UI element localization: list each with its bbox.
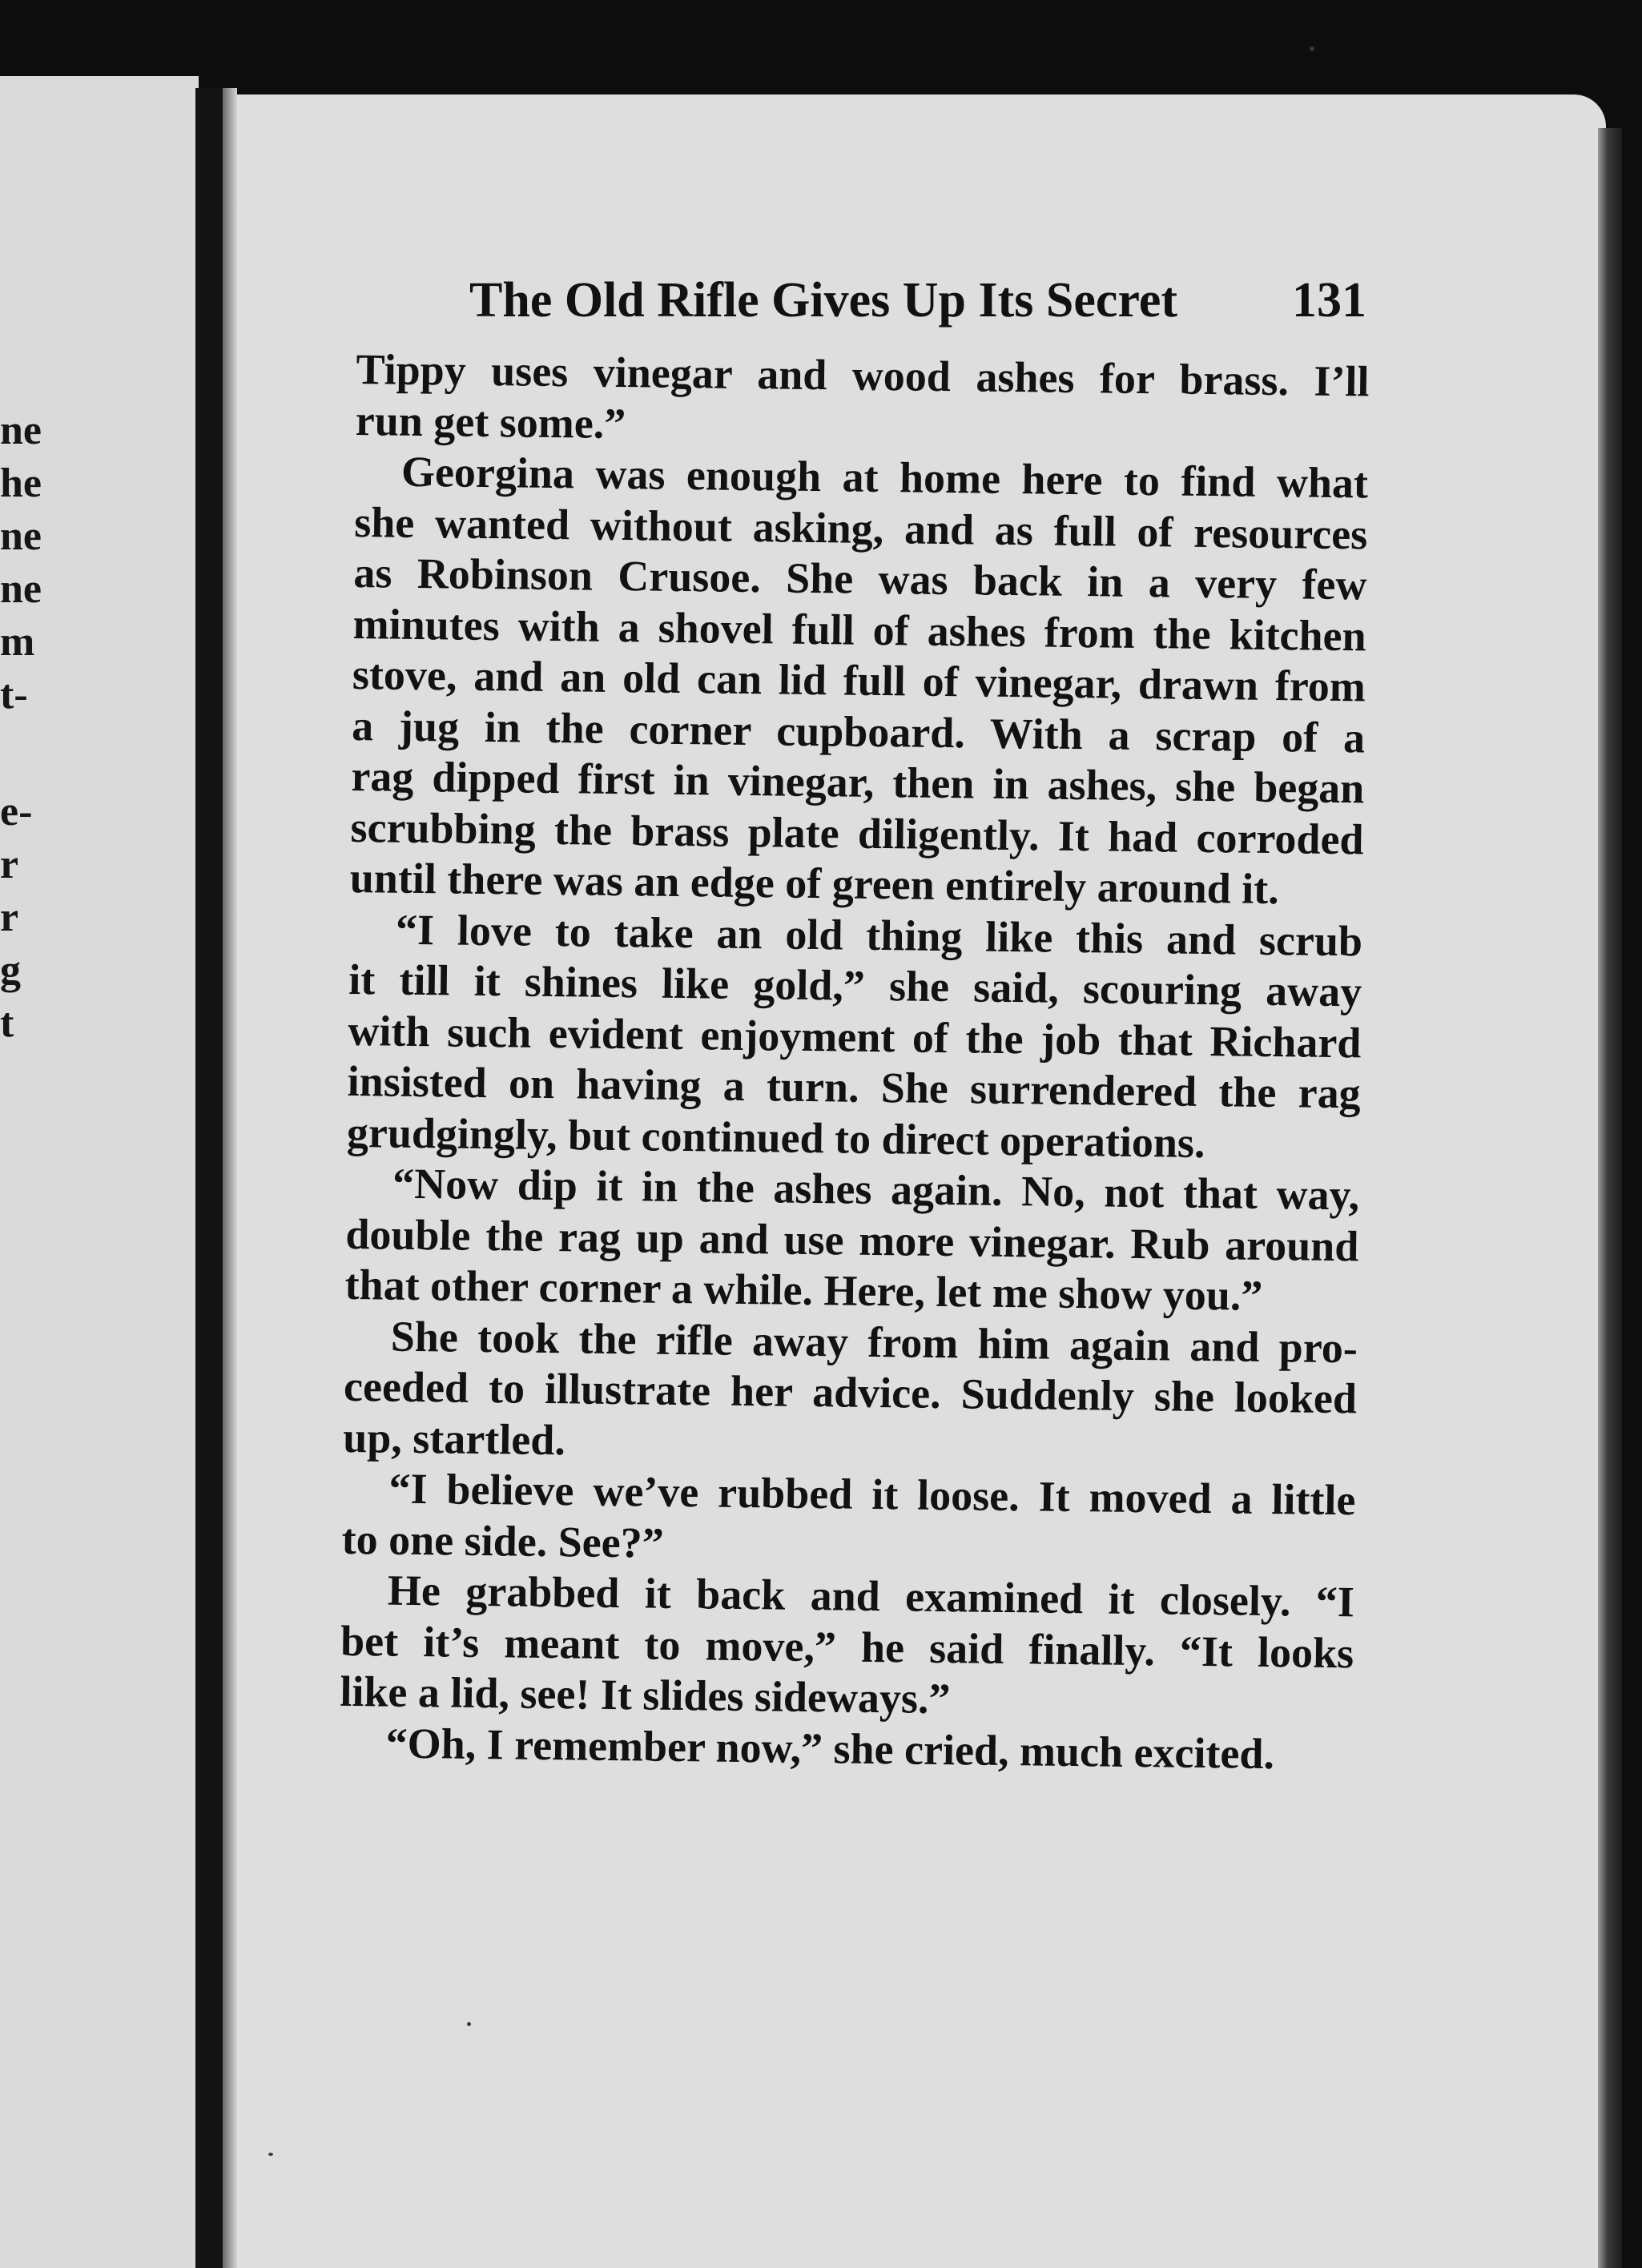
- text-line: Georgina was enough at home here to find what: [400, 447, 1369, 508]
- left-fragment: m: [0, 619, 35, 665]
- text-line: stove, and an old can lid full of vinegar, drawn from: [352, 649, 1366, 711]
- text-line: grudgingly, but continued to direct operations.: [346, 1108, 1205, 1167]
- body-text: [339, 344, 1370, 1780]
- text-line: ceeded to illustrate her advice. Suddenly she looked: [343, 1361, 1358, 1423]
- text-line: “I love to take an old thing like this and scrub: [395, 905, 1363, 965]
- text-line: until there was an edge of green entirely around it.: [349, 853, 1280, 914]
- text-line: scrubbing the brass plate diligently. It had corroded: [350, 802, 1364, 863]
- left-fragment: ne: [0, 513, 42, 559]
- text-line: run get some.”: [355, 396, 626, 448]
- text-line: He grabbed it back and examined it closely. “I: [387, 1566, 1355, 1627]
- page-edge-shadow: [1598, 128, 1622, 2268]
- text-line: a jug in the corner cupboard. With a scrap of a: [351, 701, 1366, 762]
- text-line: like a lid, see! It slides sideways.”: [340, 1667, 951, 1723]
- text-line: “I believe we’ve rubbed it loose. It moved a little: [388, 1464, 1356, 1525]
- text-line: to one side. See?”: [341, 1514, 665, 1567]
- left-fragment: ne: [0, 408, 42, 453]
- text-line: insisted on having a turn. She surrendered the rag: [347, 1056, 1362, 1118]
- scan-speck: [467, 2022, 471, 2026]
- text-line: bet it’s meant to move,” he said finally. “It looks: [340, 1616, 1354, 1677]
- left-facing-page: [0, 76, 199, 2268]
- text-line: that other corner a while. Here, let me show you.”: [344, 1260, 1263, 1320]
- left-fragment: he: [0, 460, 42, 506]
- left-fragment: t-: [0, 672, 28, 718]
- left-fragment: g: [0, 947, 21, 993]
- text-line: Tippy uses vinegar and wood ashes for brass. I’ll: [356, 344, 1370, 406]
- gutter-shadow: [223, 88, 237, 2268]
- left-fragment: r: [0, 842, 19, 887]
- left-fragment: ne: [0, 566, 42, 612]
- text-line: “Oh, I remember now,” she cried, much excited.: [385, 1719, 1275, 1778]
- left-fragment-gap: [0, 722, 64, 786]
- left-fragment: e-: [0, 789, 33, 834]
- page-number: 131: [1292, 273, 1366, 328]
- text-line: up, startled.: [342, 1413, 566, 1464]
- left-fragment: r: [0, 895, 19, 940]
- text-line: She took the rifle away from him again and pro-: [390, 1312, 1358, 1372]
- text-line: minutes with a shovel full of ashes from the kitchen: [352, 599, 1367, 660]
- scan-speck: [1310, 46, 1314, 51]
- text-line: rag dipped first in vinegar, then in ashes, she began: [351, 751, 1365, 813]
- left-page-text-fragments: [0, 404, 64, 1050]
- chapter-title: The Old Rifle Gives Up Its Secret: [469, 273, 1178, 328]
- text-line: as Robinson Crusoe. She was back in a very few: [353, 548, 1367, 609]
- text-line: “Now dip it in the ashes again. No, not that way,: [392, 1159, 1360, 1220]
- scan-speck: [268, 2153, 273, 2156]
- text-line: double the rag up and use more vinegar. Rub around: [345, 1209, 1359, 1270]
- text-line: with such evident enjoyment of the job that Richard: [348, 1006, 1362, 1067]
- text-line: it till it shines like gold,” she said, scouring away: [348, 955, 1362, 1016]
- book-gutter: [195, 88, 224, 2268]
- running-header: [469, 264, 1366, 336]
- text-line: she wanted without asking, and as full of resources: [353, 497, 1368, 558]
- left-fragment: t: [0, 1000, 14, 1046]
